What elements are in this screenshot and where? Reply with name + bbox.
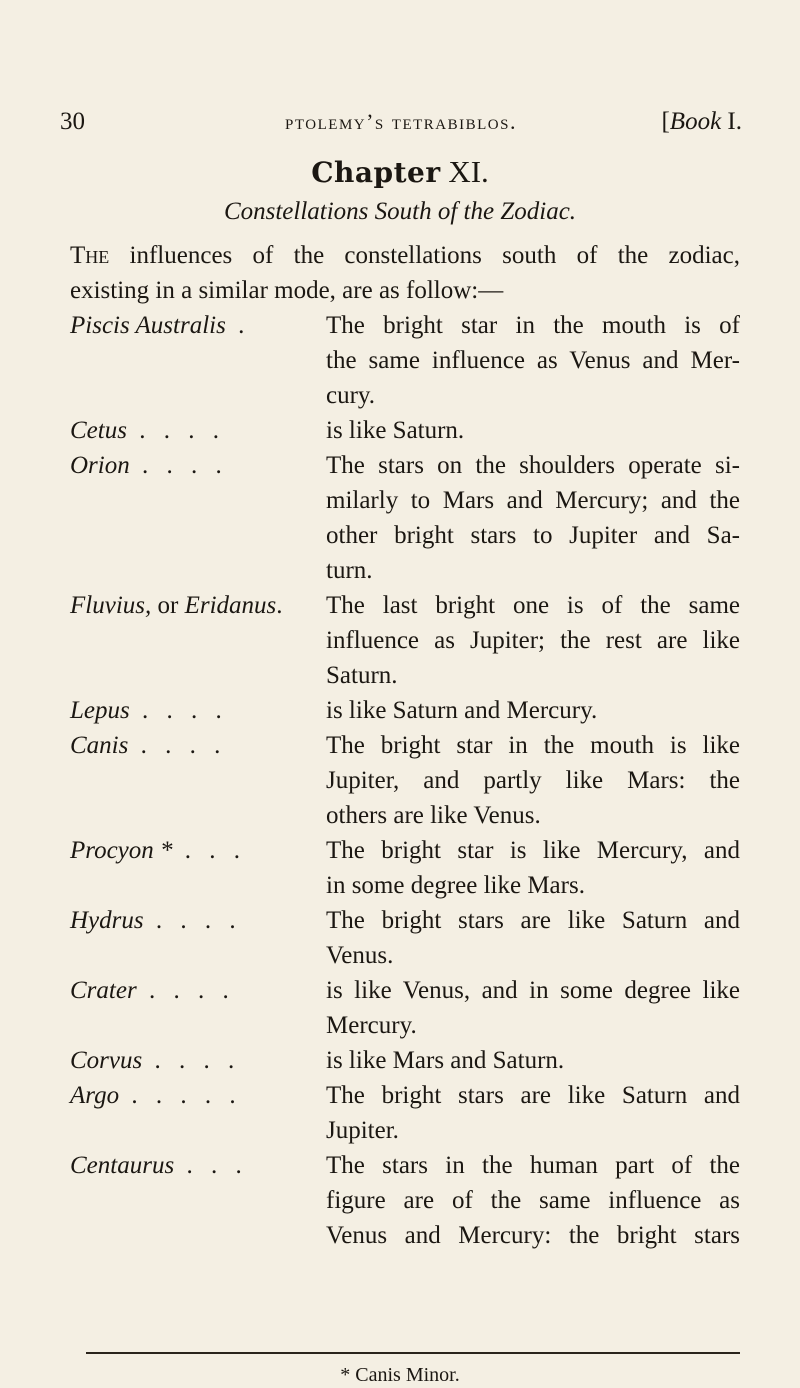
- intro-first-word: The: [70, 242, 110, 269]
- entry-hydrus: [70, 903, 740, 973]
- constellation-name: Centaurus: [70, 1152, 175, 1179]
- leader-dots: . . . .: [136, 977, 235, 1004]
- entry-orion: [70, 448, 740, 588]
- desc-line: influence as Jupiter; the rest are like: [326, 627, 740, 654]
- entry-description: [326, 308, 740, 413]
- entry-name: [70, 308, 326, 343]
- leader-dots: . . . . .: [119, 1082, 242, 1109]
- entry-name: [70, 1148, 326, 1183]
- constellation-name: Fluvius,: [70, 592, 152, 619]
- book-number: I.: [721, 108, 742, 135]
- desc-line: Jupiter, and partly like Mars: the: [326, 767, 740, 794]
- desc-line: Saturn.: [326, 662, 398, 689]
- constellation-list: [70, 308, 740, 1253]
- desc-line: The last bright one is of the same: [326, 592, 740, 619]
- desc-line: is like Venus, and in some degree like: [326, 977, 740, 1004]
- entry-description: [326, 448, 740, 588]
- entry-description: [326, 833, 740, 903]
- leader-dots: .: [276, 592, 283, 619]
- entry-description: [326, 1148, 740, 1253]
- entry-name: [70, 693, 326, 728]
- desc-line: the same influence as Venus and Mer-: [326, 347, 740, 374]
- chapter-heading: [0, 152, 800, 193]
- entry-fluvius-eridanus: [70, 588, 740, 693]
- entry-corvus: [70, 1043, 740, 1078]
- chapter-number: XI.: [440, 154, 489, 189]
- intro-paragraph: [70, 238, 740, 308]
- desc-line: is like Saturn and Mercury.: [326, 697, 598, 724]
- entry-name: [70, 728, 326, 763]
- entry-name: [70, 588, 326, 623]
- desc-line: The bright star in the mouth is like: [326, 732, 740, 759]
- entry-description: [326, 1078, 740, 1148]
- leader-dots: . . . .: [143, 907, 242, 934]
- constellation-name: Argo: [70, 1082, 120, 1109]
- running-title: ptolemy’s tetrabiblos.: [285, 109, 517, 134]
- desc-line: The bright star in the mouth is of: [326, 312, 740, 339]
- desc-line: The bright stars are like Saturn and: [326, 907, 740, 934]
- footnote: * Canis Minor.: [340, 1364, 460, 1386]
- entry-crater: [70, 973, 740, 1043]
- constellation-name: Piscis Australis: [70, 312, 226, 339]
- entry-name: [70, 1043, 326, 1078]
- entry-description: [326, 588, 740, 693]
- page-number: 30: [60, 108, 85, 135]
- leader-dots: . . . .: [126, 417, 225, 444]
- leader-dots: . . . .: [128, 732, 227, 759]
- entry-name: [70, 1078, 326, 1113]
- desc-line: The bright star is like Mercury, and: [326, 837, 740, 864]
- leader-dots: . . . .: [129, 452, 228, 479]
- desc-line: is like Mars and Saturn.: [326, 1047, 565, 1074]
- desc-line: Venus.: [326, 942, 394, 969]
- constellation-name: Hydrus: [70, 907, 144, 934]
- entry-centaurus: [70, 1148, 740, 1253]
- constellation-name: Canis: [70, 732, 129, 759]
- leader-dots: . . . .: [142, 1047, 241, 1074]
- book-bracket: [: [661, 108, 670, 135]
- entry-name: [70, 973, 326, 1008]
- constellation-name: Crater: [70, 977, 137, 1004]
- leader-dots: . . .: [172, 837, 247, 864]
- intro-line-1-rest: influences of the constellations south of the zodiac,: [109, 242, 740, 269]
- desc-line: The stars on the shoulders operate si-: [326, 452, 740, 479]
- entry-name: [70, 413, 326, 448]
- entry-description: [326, 1043, 740, 1078]
- running-header: [60, 106, 742, 138]
- desc-line: Mercury.: [326, 1012, 417, 1039]
- entry-cetus: [70, 413, 740, 448]
- book-word: Book: [669, 108, 722, 135]
- entry-name: [70, 448, 326, 483]
- intro-line-1: [70, 238, 740, 273]
- constellation-name: Procyon *: [70, 837, 173, 864]
- constellation-name: Cetus: [70, 417, 127, 444]
- desc-line: Jupiter.: [326, 1117, 399, 1144]
- entry-canis: [70, 728, 740, 833]
- constellation-name: Corvus: [70, 1047, 143, 1074]
- footnote-rule: [86, 1352, 740, 1354]
- constellation-name: Lepus: [70, 697, 130, 724]
- constellation-name: Orion: [70, 452, 130, 479]
- desc-line: milarly to Mars and Mercury; and the: [326, 487, 740, 514]
- entry-procyon: [70, 833, 740, 903]
- entry-description: [326, 903, 740, 973]
- desc-line: The bright stars are like Saturn and: [326, 1082, 740, 1109]
- entry-piscis-australis: [70, 308, 740, 413]
- desc-line: figure are of the same influence as: [326, 1187, 740, 1214]
- entry-description: [326, 973, 740, 1043]
- entry-name: [70, 903, 326, 938]
- entry-description: [326, 693, 740, 728]
- intro-line-2: existing in a similar mode, are as follow:—: [70, 277, 504, 304]
- constellation-alt-name: Eridanus: [184, 592, 277, 619]
- chapter-word: Chapter: [311, 156, 441, 189]
- desc-line: The stars in the human part of the: [326, 1152, 740, 1179]
- entry-description: [326, 413, 740, 448]
- desc-line: other bright stars to Jupiter and Sa-: [326, 522, 740, 549]
- leader-dots: . . . .: [129, 697, 228, 724]
- desc-line: Venus and Mercury: the bright stars: [326, 1222, 740, 1249]
- desc-line: cury.: [326, 382, 376, 409]
- leader-dots: .: [225, 312, 251, 339]
- entry-description: [326, 728, 740, 833]
- leader-dots: . . .: [174, 1152, 248, 1179]
- desc-line: turn.: [326, 557, 373, 584]
- desc-line: in some degree like Mars.: [326, 872, 585, 899]
- entry-name: [70, 833, 326, 868]
- desc-line: is like Saturn.: [326, 417, 465, 444]
- entry-argo: [70, 1078, 740, 1148]
- or-word: or: [151, 592, 185, 619]
- entry-lepus: [70, 693, 740, 728]
- book-reference: [661, 106, 742, 138]
- desc-line: others are like Venus.: [326, 802, 541, 829]
- chapter-subtitle: Constellations South of the Zodiac.: [223, 198, 577, 225]
